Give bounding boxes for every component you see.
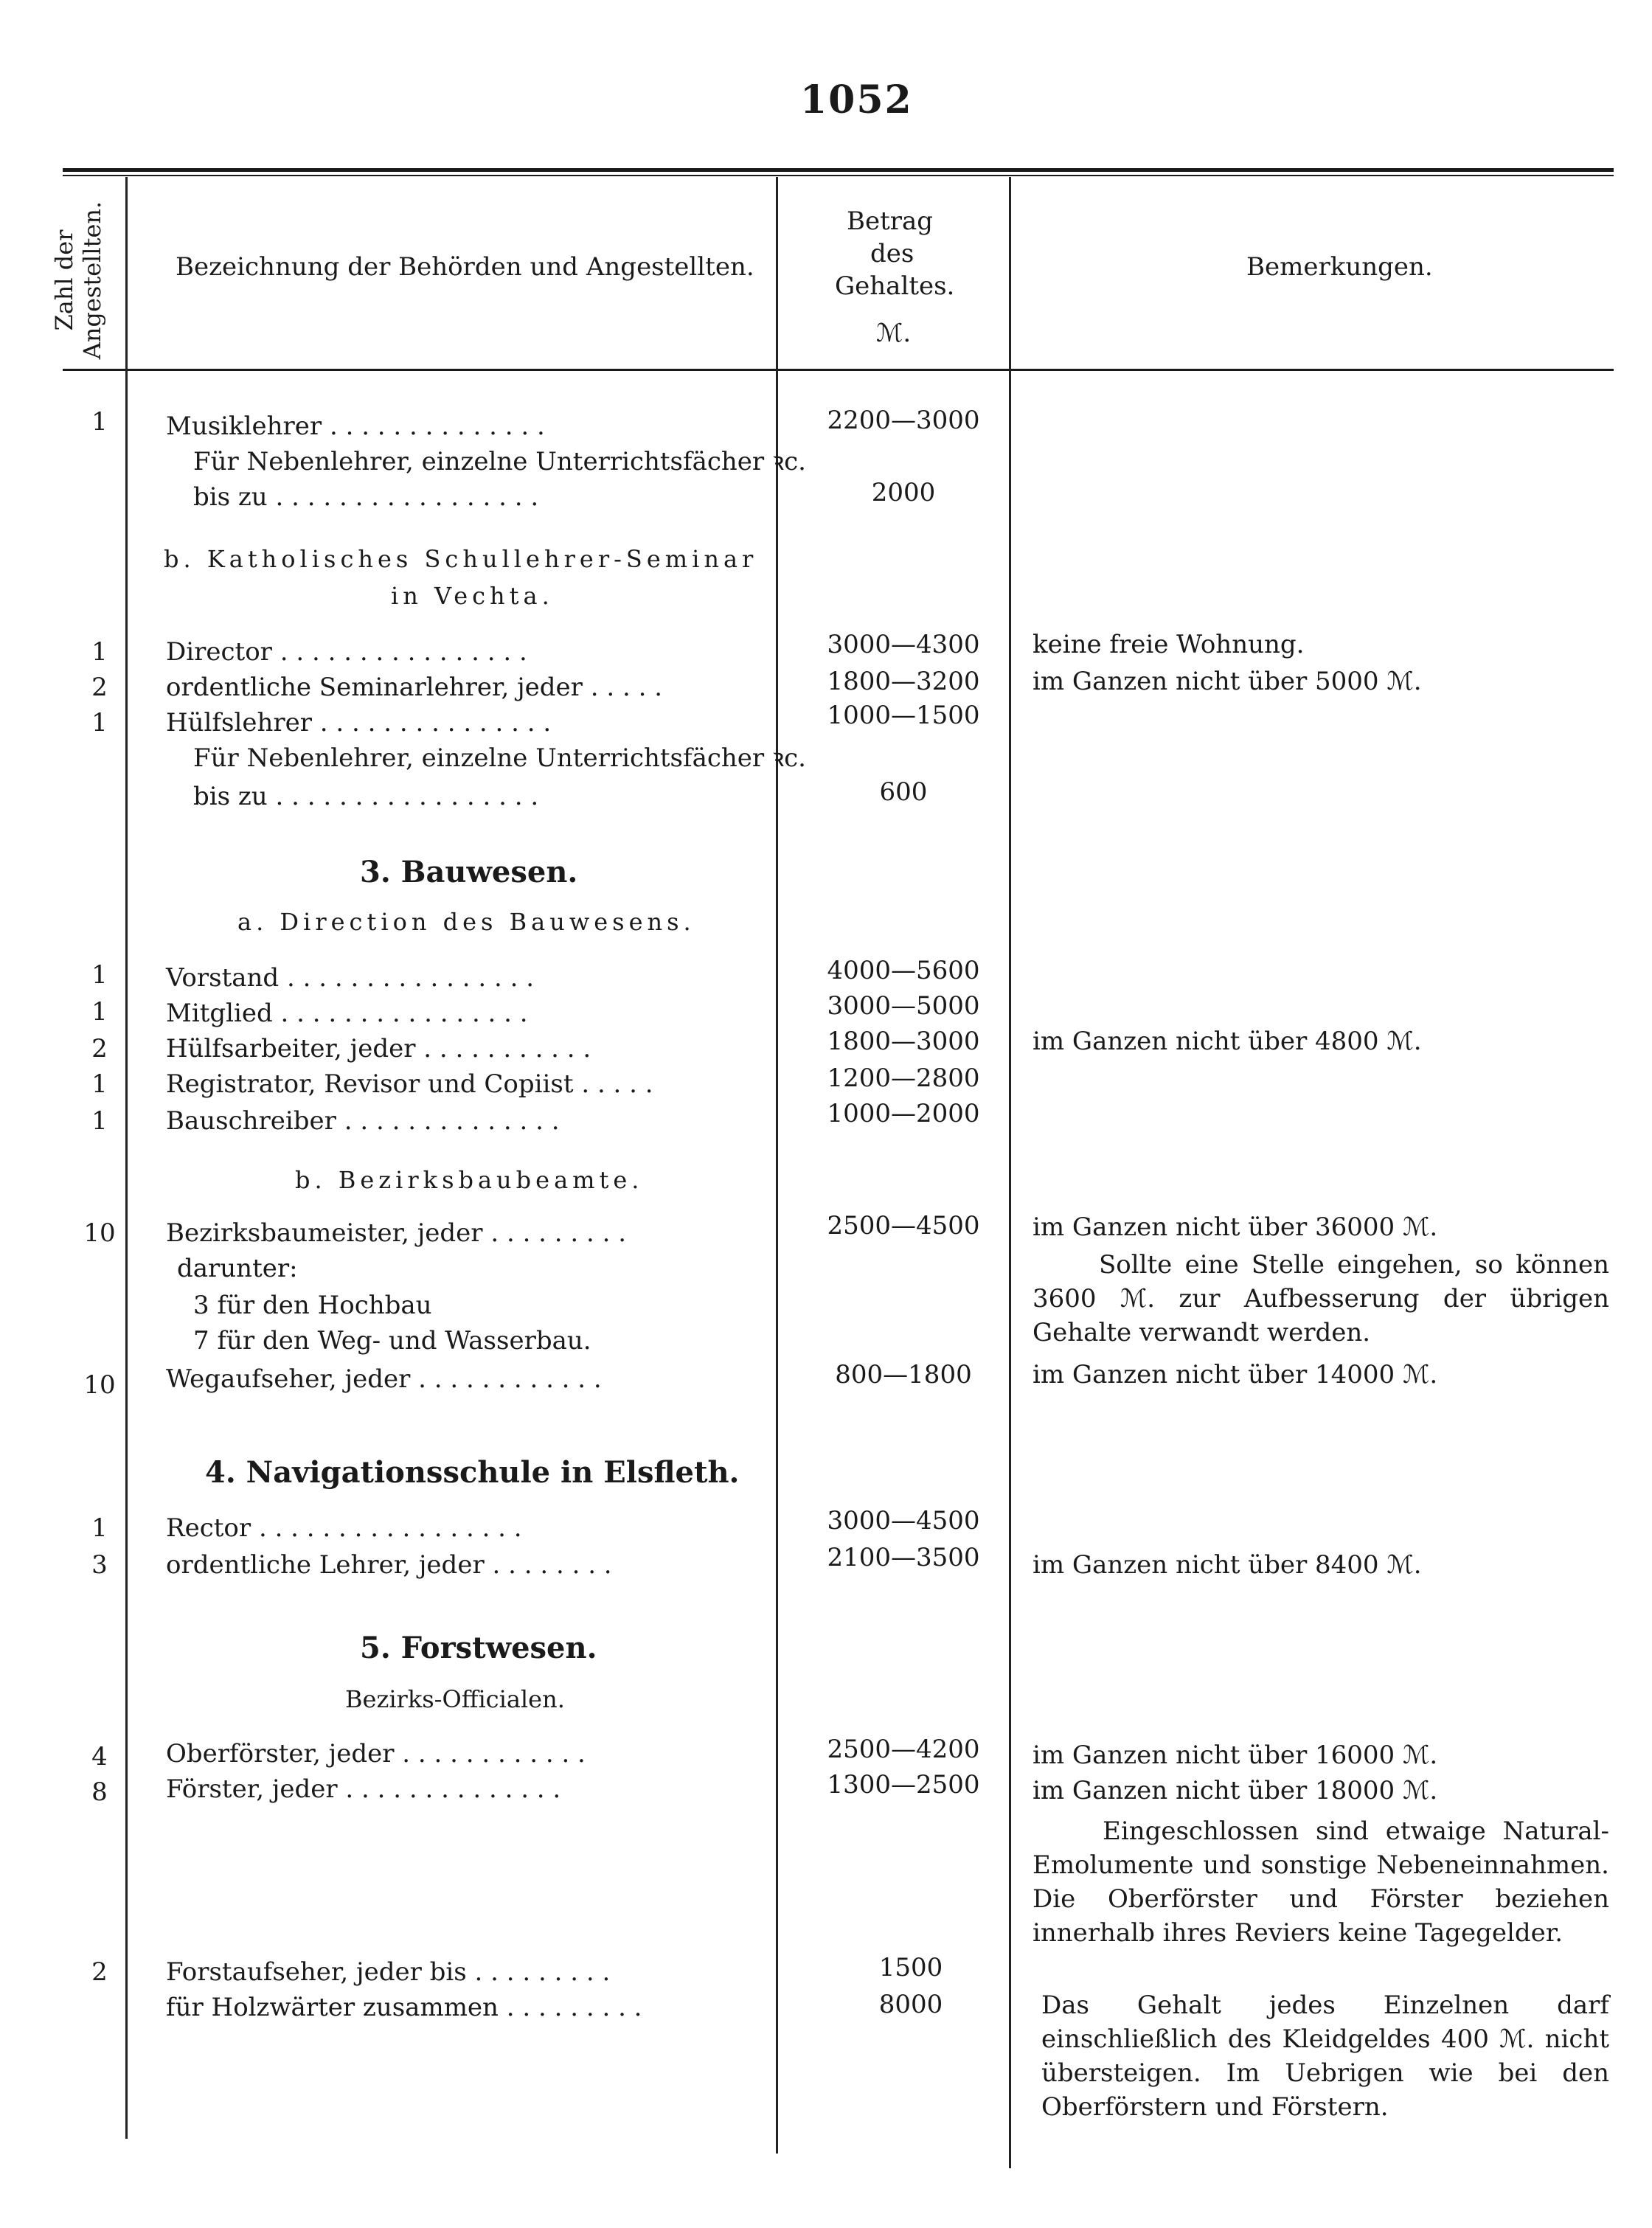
row-description: bis zu . . . . . . . . . . . . . . . . . [193,482,539,512]
subsection-officialen: Bezirks-Officialen. [345,1685,565,1713]
remark-aufseher-note: Das Gehalt jedes Einzelnen darf einschließlich des Kleidgeldes 400 ℳ. nicht übersteigen. Im Uebrigen wie bei den Oberförstern und Förstern. [1041,1991,1609,2122]
row-description: für Holzwärter zusammen . . . . . . . . . [166,1993,642,2022]
row-amount: 2500—4500 [827,1211,980,1240]
top-rule [63,168,1614,172]
row-count: 2 [91,1034,108,1063]
row-count: 4 [91,1742,108,1771]
header-description: Bezeichnung der Behörden und Angestellten. [176,252,754,282]
header-amount-unit: ℳ. [876,319,912,348]
row-count: 1 [91,637,108,667]
row-remark: im Ganzen nicht über 5000 ℳ. [1032,667,1422,696]
row-remark: im Ganzen nicht über 4800 ℳ. [1032,1027,1422,1056]
header-amount-line3: Gehaltes. [835,271,955,301]
row-count: 1 [91,997,108,1027]
row-description: darunter: [177,1254,298,1283]
row-amount: 2200—3000 [827,406,980,435]
row-amount: 2000 [871,478,936,507]
row-remark: im Ganzen nicht über 16000 ℳ. [1032,1741,1438,1770]
row-count: 2 [91,673,108,702]
section-navigation: 4. Navigationsschule in Elsfleth. [205,1455,740,1490]
row-count: 2 [91,1957,108,1987]
row-description: Oberförster, jeder . . . . . . . . . . . . [166,1739,586,1769]
row-amount: 1200—2800 [827,1063,980,1093]
subsection-seminar-line2: in Vechta. [391,582,554,610]
column-divider-count [125,177,128,2139]
row-remark: im Ganzen nicht über 36000 ℳ. [1032,1212,1438,1242]
row-amount: 1800—3200 [827,667,980,696]
row-amount: 3000—5000 [827,991,980,1021]
header-rule [63,369,1614,371]
row-amount: 3000—4300 [827,630,980,659]
row-description: Bauschreiber . . . . . . . . . . . . . . [166,1106,560,1136]
row-amount: 4000—5600 [827,956,980,985]
subsection-seminar-line1: b. Katholisches Schullehrer-Seminar [164,545,758,573]
header-remarks: Bemerkungen. [1246,252,1433,282]
row-remark: im Ganzen nicht über 14000 ℳ. [1032,1360,1438,1389]
top-rule-thin [63,175,1614,176]
remark-bezirk-note: Sollte eine Stelle eingehen, so können 3600 ℳ. zur Aufbesserung der übrigen Gehalte verwandt werden. [1032,1250,1609,1347]
row-count: 10 [83,1370,116,1400]
row-count: 1 [91,960,108,990]
row-description: Hülfslehrer . . . . . . . . . . . . . . . [166,708,552,738]
row-description: Registrator, Revisor und Copiist . . . . . [166,1069,653,1099]
row-description: Rector . . . . . . . . . . . . . . . . . [166,1513,522,1543]
row-amount: 1000—2000 [827,1099,980,1128]
row-description: ordentliche Lehrer, jeder . . . . . . . . [166,1550,612,1580]
row-description: Bezirksbaumeister, jeder . . . . . . . . . [166,1218,627,1248]
row-description: 3 für den Hochbau [193,1291,432,1320]
row-remark: im Ganzen nicht über 18000 ℳ. [1032,1776,1438,1805]
row-description: Wegaufseher, jeder . . . . . . . . . . . . [166,1364,602,1394]
row-amount: 1500 [878,1953,943,1982]
row-amount: 2100—3500 [827,1543,980,1572]
row-amount: 2500—4200 [827,1735,980,1764]
row-amount: 600 [879,777,928,807]
row-description: ordentliche Seminarlehrer, jeder . . . . . [166,673,663,702]
row-count: 1 [91,1513,108,1543]
column-divider-amount [1009,177,1011,2168]
row-remark: keine freie Wohnung. [1032,630,1305,659]
header-amount-line1: Betrag [847,207,934,236]
row-count: 1 [91,407,108,437]
section-bauwesen: 3. Bauwesen. [360,855,578,889]
row-description: Hülfsarbeiter, jeder . . . . . . . . . . . [166,1034,591,1063]
row-description: Vorstand . . . . . . . . . . . . . . . . [166,963,535,993]
row-description: Für Nebenlehrer, einzelne Unterrichtsfächer ꝛc. [193,447,806,476]
row-amount: 1000—1500 [827,701,980,730]
row-description: Förster, jeder . . . . . . . . . . . . . . [166,1774,561,1804]
header-count: Zahl der Angestellten. [50,201,106,360]
row-amount: 1800—3000 [827,1027,980,1056]
row-count: 8 [91,1777,108,1807]
row-amount: 1300—2500 [827,1770,980,1800]
row-remark: im Ganzen nicht über 8400 ℳ. [1032,1550,1422,1580]
row-count: 1 [91,708,108,738]
row-count: 3 [91,1550,108,1580]
row-description: Für Nebenlehrer, einzelne Unterrichtsfächer ꝛc. [193,743,806,773]
page-number: 1052 [800,77,913,122]
row-count: 1 [91,1106,108,1136]
header-amount-line2: des [870,239,914,268]
subsection-bezirk: b. Bezirksbaubeamte. [295,1166,644,1194]
row-count: 1 [91,1069,108,1099]
row-description: 7 für den Weg- und Wasserbau. [193,1326,591,1356]
row-description: Forstaufseher, jeder bis . . . . . . . . . [166,1957,611,1987]
subsection-direction: a. Direction des Bauwesens. [237,908,695,936]
row-description: Mitglied . . . . . . . . . . . . . . . . [166,999,528,1028]
row-amount: 800—1800 [835,1360,972,1389]
row-amount: 8000 [878,1990,943,2019]
row-count: 10 [83,1218,116,1248]
remark-forst-note: Eingeschlossen sind etwaige Natural-Emolumente und sonstige Nebeneinnahmen. Die Oberförster und Förster beziehen innerhalb ihres Reviers keine Tagegelder. [1032,1816,1609,1948]
row-amount: 3000—4500 [827,1506,980,1535]
section-forst: 5. Forstwesen. [360,1631,597,1665]
row-description: bis zu . . . . . . . . . . . . . . . . . [193,782,539,811]
row-description: Musiklehrer . . . . . . . . . . . . . . [166,412,545,441]
row-description: Director . . . . . . . . . . . . . . . . [166,637,527,667]
